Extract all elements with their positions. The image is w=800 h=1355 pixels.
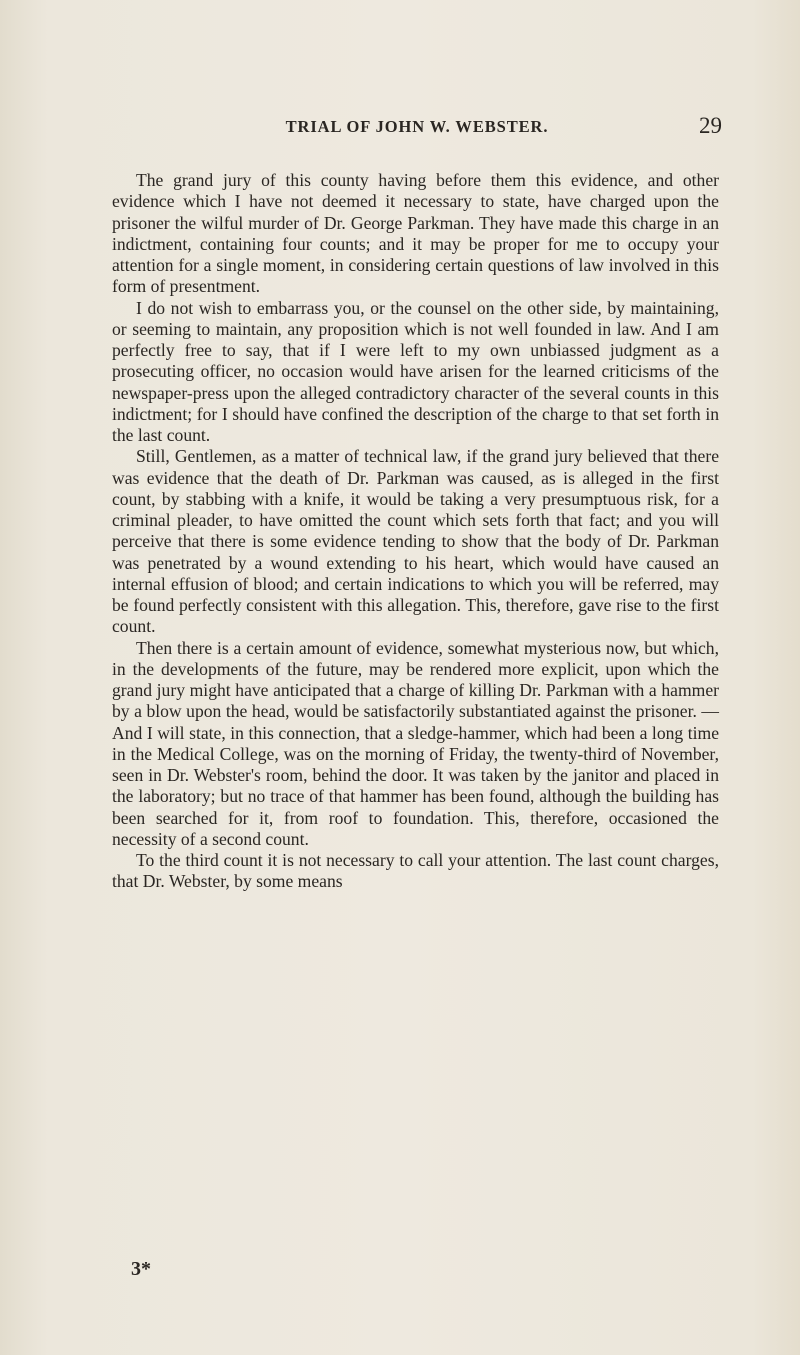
body-text (112, 170, 719, 893)
paragraph: Still, Gentlemen, as a matter of technical law, if the grand jury believed that there was evidence that the death of Dr. Parkman was caused, as is alleged in the first count, by stabbing with a knife, it would be taking a very presumptuous risk, for a criminal pleader, to have omitted the count which sets forth that fact; and you will perceive that there is some evidence tending to show that the body of Dr. Parkman was penetrated by a wound extending to his heart, which would have caused an internal effusion of blood; and certain indications to which you will be referred, may be found perfectly consistent with this allegation. This, therefore, gave rise to the first count. (112, 446, 719, 637)
paragraph: To the third count it is not necessary to call your attention. The last count charges, that Dr. Webster, by some means (112, 850, 719, 892)
signature-mark: 3* (131, 1258, 151, 1280)
paragraph: I do not wish to embarrass you, or the counsel on the other side, by maintaining, or seeming to maintain, any proposition which is not well founded in law. And I am perfectly free to say, that if I were left to my own unbiassed judgment as a prosecuting officer, no occasion would have arisen for the learned criticisms of the newspaper-press upon the alleged contradictory character of the several counts in this indictment; for I should have confined the description of the charge to that set forth in the last count. (112, 297, 719, 445)
running-head: TRIAL OF JOHN W. WEBSTER. (285, 117, 549, 136)
page-header (112, 113, 722, 147)
page-number: 29 (699, 113, 722, 138)
paragraph: Then there is a certain amount of evidence, somewhat mysterious now, but which, in the developments of the future, may be rendered more explicit, upon which the grand jury might have anticipated that a charge of killing Dr. Parkman with a hammer by a blow upon the head, would be satisfactorily substantiated against the prisoner. — And I will state, in this connection, that a sledge-hammer, which had been a long time in the Medical College, was on the morning of Friday, the twenty-third of November, seen in Dr. Webster's room, behind the door. It was taken by the janitor and placed in the laboratory; but no trace of that hammer has been found, although the building has been searched for it, from roof to foundation. This, therefore, occasioned the necessity of a second count. (112, 637, 719, 849)
paragraph: The grand jury of this county having before them this evidence, and other evidence which I have not deemed it necessary to state, have charged upon the prisoner the wilful murder of Dr. George Parkman. They have made this charge in an indictment, containing four counts; and it may be proper for me to occupy your attention for a single moment, in considering certain questions of law involved in this form of presentment. (112, 170, 719, 297)
